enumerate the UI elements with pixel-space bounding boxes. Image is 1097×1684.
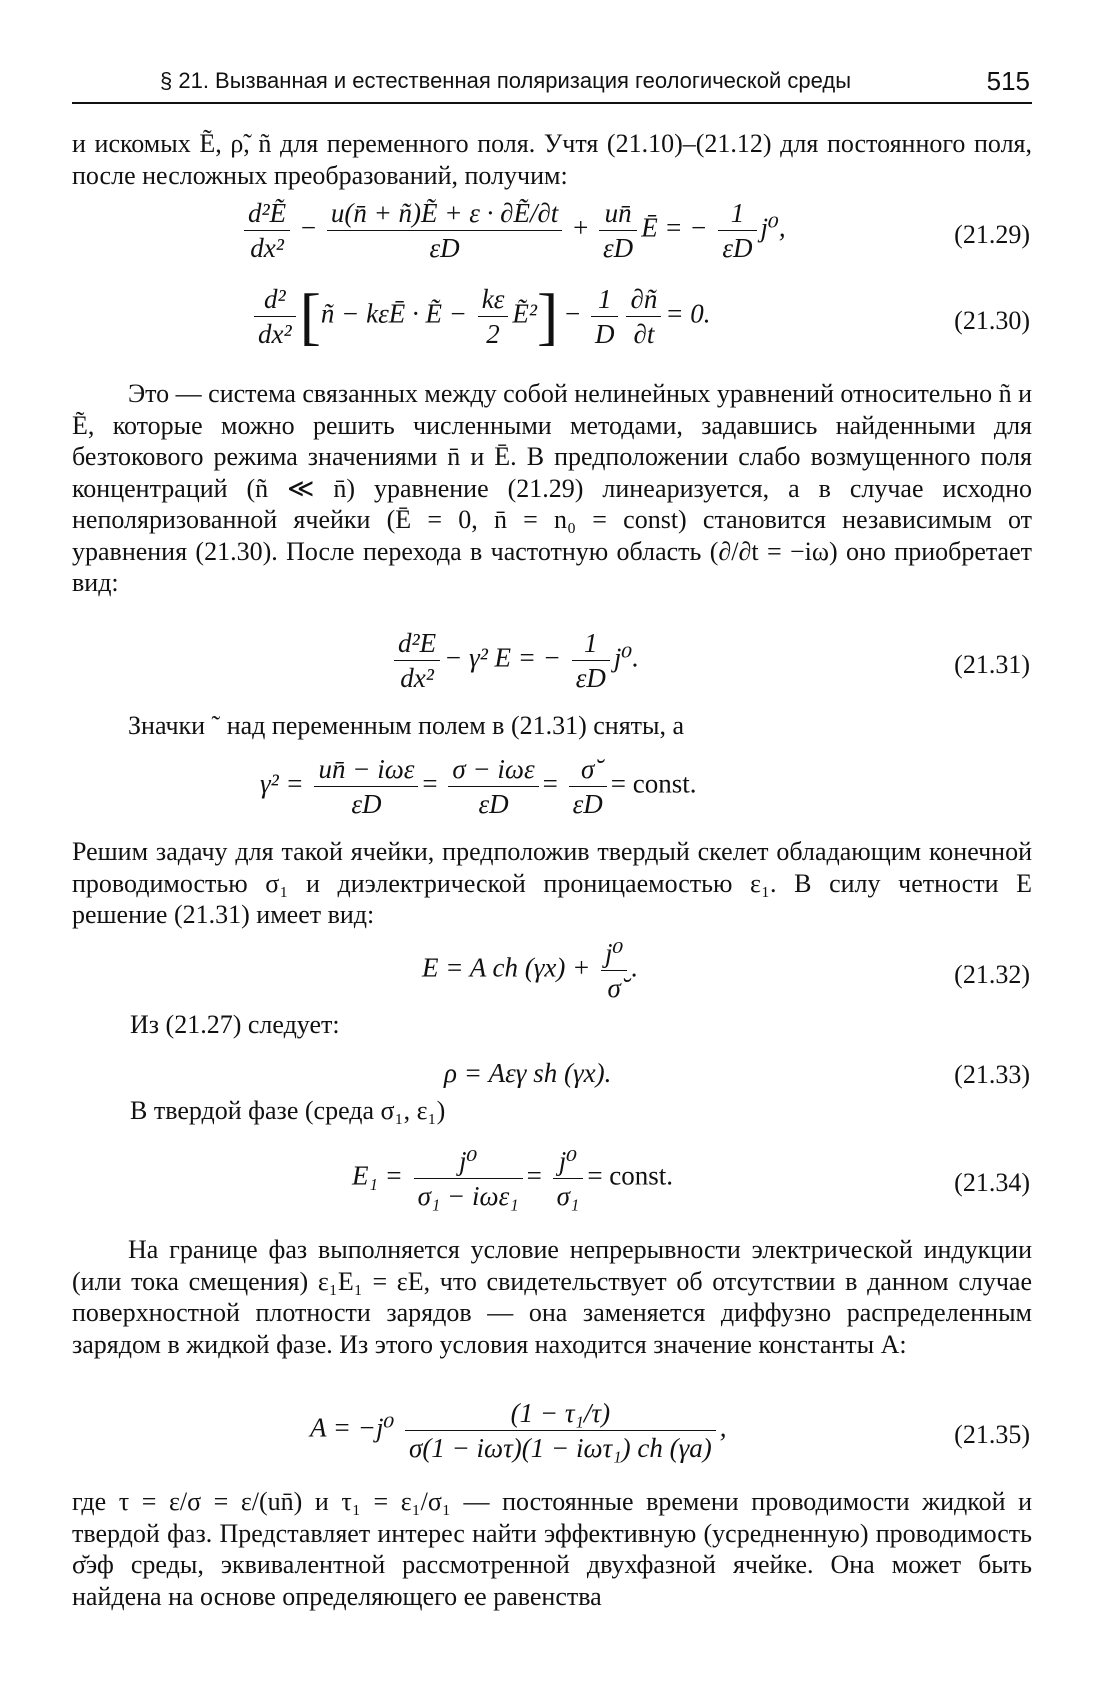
equation-21-33: ρ = Aεγ sh (γx). (21.33) — [444, 1058, 1030, 1089]
fraction: $\frac{1}{D}$ — [591, 282, 619, 351]
fraction: $\frac{\text{j⁰}}{\text{σ₁ − iωε₁}}$ — [414, 1144, 523, 1213]
fraction: $\frac{\text{j⁰}}{\sigmă}$ — [601, 936, 627, 1005]
paragraph-boundary: На границе фаз выполняется условие непрерывности электрической индукции (или тока смещения) ε₁E₁ = εE, что свидетельствует об отсутствии в данном случае поверхностной плотности зарядов — она заменяется диффузно распределенным зарядом в жидкой фазе. Из этого условия находится значение константы A: — [72, 1235, 1032, 1359]
page-number: 515 — [986, 66, 1030, 96]
equation-21-34: E₁ = $\frac{\text{j⁰}}{\text{σ₁ − iωε₁}}$ = $\frac{\text{j⁰}}{\text{σ₁}}$ = const. (21.34) — [352, 1146, 1030, 1211]
fraction: $\frac{\text{un̄ − iωε}}{\varepsilon D}$ — [314, 752, 418, 821]
equation-gamma: γ² = $\frac{\text{un̄ − iωε}}{\varepsilon D}$ = $\frac{\text{σ − iωε}}{\varepsilon D}$ = $\frac{\sigmă}{\varepsilon D}$ = const. — [260, 754, 697, 819]
section-title: § 21. Вызванная и естественная поляризация геологической среды — [160, 68, 852, 93]
equation-number: (21.31) — [954, 650, 1030, 679]
equation-21-32: E = A ch (γx) + $\frac{\text{j⁰}}{\sigmă}$ . (21.32) — [422, 938, 1030, 1003]
equation-21-31: $\frac{\text{d²E}}{\text{dx²}}$ − γ² E = − $\frac{1}{\varepsilon D}$ j⁰. (21.31) — [72, 626, 1032, 706]
equation-number: (21.30) — [954, 306, 1030, 335]
equation-number: (21.34) — [954, 1168, 1030, 1197]
equation-number: (21.33) — [954, 1060, 1030, 1089]
fraction: $\frac{\text{d²Ẽ}}{\text{dx²}}$ — [244, 196, 290, 265]
fraction: $\frac{\sigmă}{\varepsilon D}$ — [569, 752, 607, 821]
equation-21-29: $\frac{\text{d²Ẽ}}{\text{dx²}}$ − $\frac{\text{u(n̄ + ñ)Ẽ + ε · ∂Ẽ/∂t}}{\varepsilon D}$ + $\frac{un̄}{\varepsilon D}$ Ē = − $\frac{1}{\varepsilon D}$ j⁰, (21.29) — [72, 196, 1032, 276]
fraction: $\frac{\text{d²}}{\text{dx²}}$ — [254, 282, 296, 351]
paragraph-solve: Решим задачу для такой ячейки, предположив твердый скелет обладающим конечной проводимостью σ₁ и диэлектрической проницаемостью ε₁. В силу четности E решение (21.31) имеет вид: — [72, 837, 1032, 929]
running-header — [72, 62, 1032, 104]
fraction: $\frac{\text{d²E}}{\text{dx²}}$ — [394, 626, 440, 695]
equation-number: (21.29) — [954, 220, 1030, 249]
fraction: $\frac{\text{σ − iωε}}{\varepsilon D}$ — [448, 752, 538, 821]
equation-number: (21.35) — [954, 1420, 1030, 1449]
equation-number: (21.32) — [954, 960, 1030, 989]
fraction: $\frac{\partial ñ}{\partial t}$ — [626, 282, 661, 351]
equation-21-30: $\frac{\text{d²}}{\text{dx²}}$ [ñ − kεĒ · Ẽ − $\frac{k\varepsilon}{2}$ Ẽ²] − $\frac{1}{D}$ $\frac{\partial ñ}{\partial t}$ = 0. (21.30) — [72, 282, 1032, 362]
paragraph-system: Это — система связанных между собой нелинейных уравнений относительно ñ и Ẽ, которые можно решить численными методами, задавшись найденными для безтокового режима значениями n̄ и Ē. В предположении слабо возмущенного поля концентраций (ñ ≪ n̄) уравнение (21.29) линеаризуется, а в случае исходно неполяризованной ячейки (Ē = 0, n̄ = n₀ = const) становится независимым от уравнения (21.30). После перехода в частотную область (∂/∂t = −iω) оно приобретает вид: — [72, 379, 1033, 597]
fraction: $\frac{un̄}{\varepsilon D}$ — [599, 196, 637, 265]
paragraph-follows: Из (21.27) следует: — [130, 1010, 340, 1039]
equation-21-35: A = −j⁰ $\frac{\text{(1 − τ₁/τ)}}{\text{σ(1 − iωτ)(1 − iωτ₁) ch (γa)}}$ , (21.35) — [310, 1398, 1030, 1463]
paragraph-intro: и искомых Ẽ, ρ̃, ñ для переменного поля. Учтя (21.10)–(21.12) для постоянного поля, после несложных преобразований, получим: — [72, 129, 1032, 190]
paragraph-solid-phase: В твердой фазе (среда σ₁, ε₁) — [130, 1096, 446, 1125]
paragraph-tilde-note: Значки ˜ над переменным полем в (21.31) сняты, а — [128, 711, 685, 740]
fraction: $\frac{k\varepsilon}{2}$ — [478, 282, 509, 351]
paragraph-time-constants: где τ = ε/σ = ε/(un̄) и τ₁ = ε₁/σ₁ — постоянные времени проводимости жидкой и твердой фаз. Представляет интерес найти эффективную (усредненную) проводимость σ̆эф среды, эквивалентной рассмотренной двухфазной ячейке. Она может быть найдена на основе определяющего ее равенства — [72, 1487, 1032, 1611]
fraction: $\frac{\text{(1 − τ₁/τ)}}{\text{σ(1 − iωτ)(1 − iωτ₁) ch (γa)}}$ — [405, 1396, 716, 1465]
fraction: $\frac{1}{\varepsilon D}$ — [572, 626, 610, 695]
fraction: $\frac{\text{u(n̄ + ñ)Ẽ + ε · ∂Ẽ/∂t}}{\varepsilon D}$ — [327, 196, 562, 265]
fraction: $\frac{1}{\varepsilon D}$ — [718, 196, 756, 265]
fraction: $\frac{\text{j⁰}}{\text{σ₁}}$ — [553, 1144, 584, 1213]
